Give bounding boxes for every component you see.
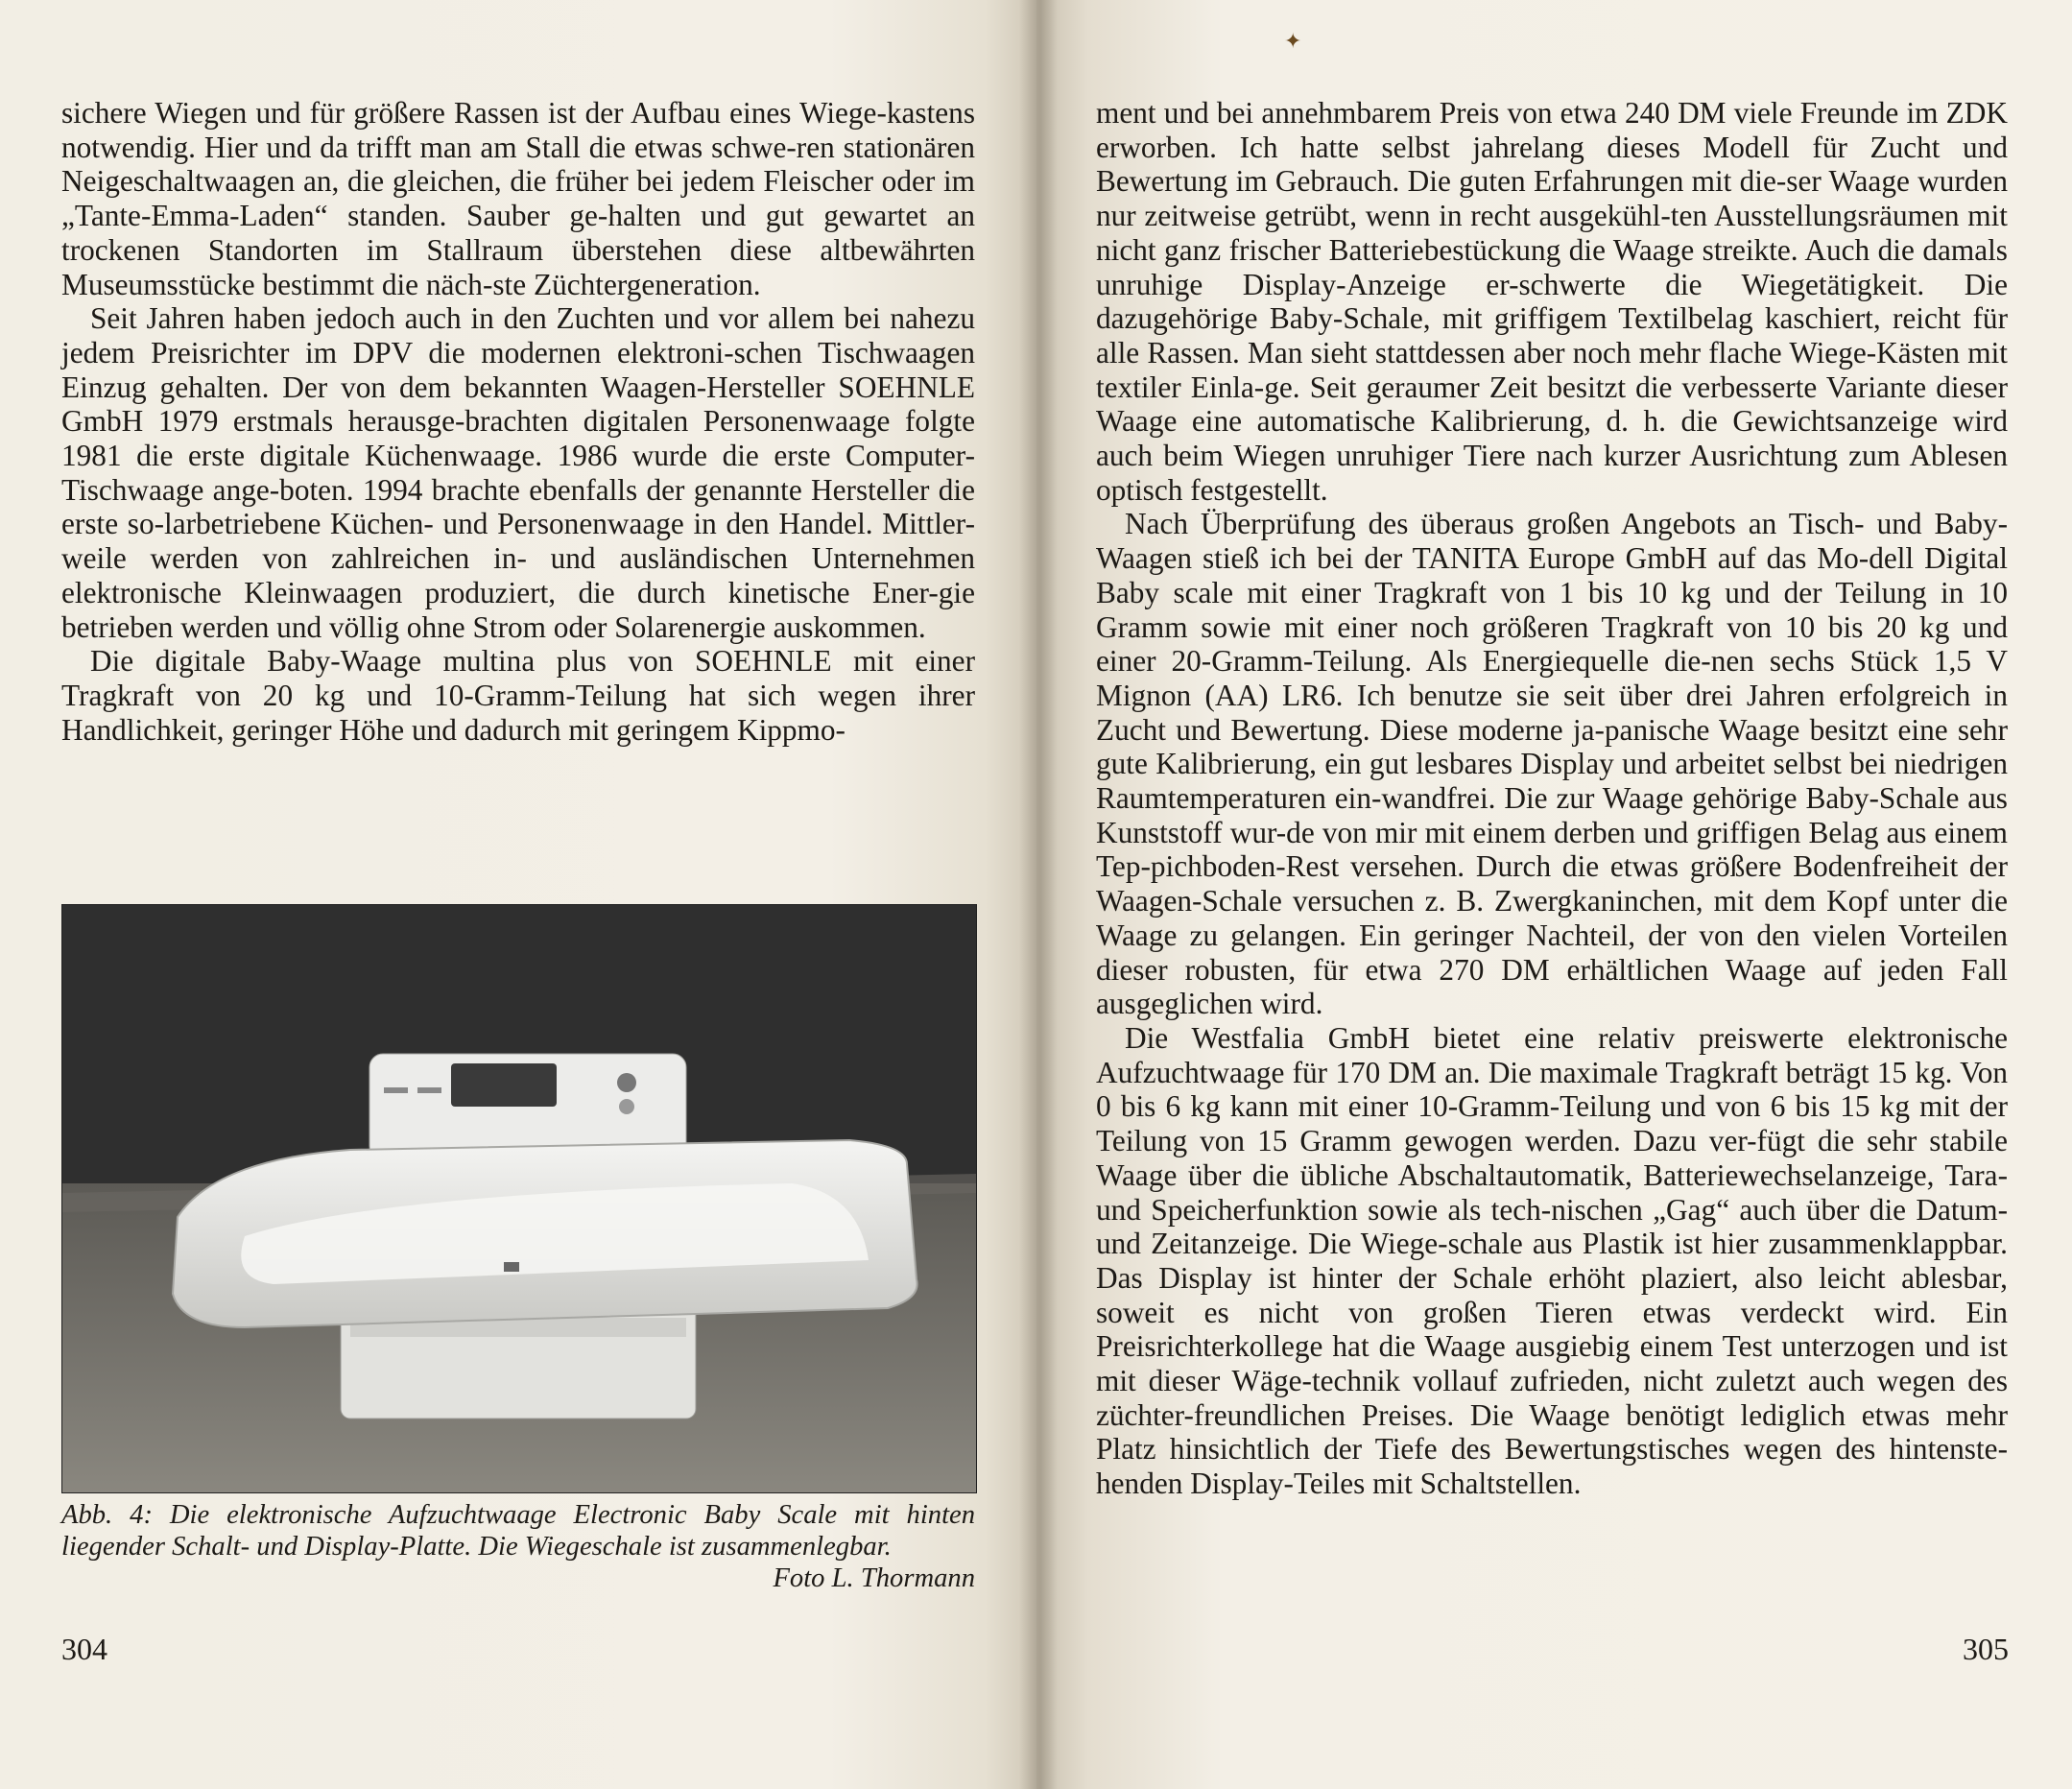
lcd-display bbox=[451, 1063, 557, 1107]
right-paragraph-1: ment und bei annehmbarem Preis von etwa 240 DM viele Freunde im ZDK erworben. Ich hatte selbst jahrelang dieses Modell für Zucht und Bewertung im Gebrauch. Die guten Erfahrungen mit die-ser Waage wurden nur zeitweise getrübt, wenn in recht ausgekühl-ten Ausstellungsräumen mit nicht ganz frischer Batteriebestückung die Waage streikte. Auch die damals unruhige Display-Anzeige er-schwerte die Wiegetätigkeit. Die dazugehörige Baby-Schale, mit griffigem Textilbelag kaschiert, reicht für alle Rassen. Man sieht stattdessen aber noch mehr flache Wiege-Kästen mit textiler Einla-ge. Seit geraumer Zeit besitzt die verbesserte Variante dieser Waage eine automatische Kalibrierung, d. h. die Gewichtsanzeige wird auch beim Wiegen unruhiger Tiere nach kurzer Ausrichtung zum Ablesen optisch festgestellt. bbox=[1096, 96, 2008, 507]
right-paragraph-2: Nach Überprüfung des überaus großen Angebots an Tisch- und Baby-Waagen stieß ich bei der TANITA Europe GmbH auf das Mo-dell Digital Baby scale mit einer Tragkraft von 1 bis 10 kg und der Teilung in 10 Gramm sowie mit einer noch größeren Tragkraft von 10 bis 20 kg und einer 20-Gramm-Teilung. Als Energiequelle die-nen sechs Stück 1,5 V Mignon (AA) LR6. Ich benutze sie seit über drei Jahren erfolgreich in Zucht und Bewertung. Diese moderne ja-panische Waage besitzt eine sehr gute Kalibrierung, ein gut lesbares Display und arbeitet selbst bei niedrigen Raumtemperaturen ein-wandfrei. Die zur Waage gehörige Baby-Schale aus Kunststoff wur-de von mir mit einem derben und griffigen Belag aus einem Tep-pichboden-Rest versehen. Durch die etwas größere Bodenfreiheit der Waagen-Schale versuchen z. B. Zwergkaninchen, mit dem Kopf unter die Waage zu gelangen. Ein geringer Nachteil, der von den vielen Vorteilen dieser robusten, für etwa 270 DM erhältlichen Waage auf jeden Fall ausgeglichen wird. bbox=[1096, 507, 2008, 1021]
photo-credit: Foto L. Thormann bbox=[773, 1563, 975, 1593]
left-page-body bbox=[61, 96, 975, 747]
page-number-right: 305 bbox=[1963, 1632, 2009, 1666]
tare-button-icon bbox=[619, 1099, 634, 1114]
right-page bbox=[1036, 0, 2072, 1789]
right-page-body bbox=[1096, 96, 2008, 1501]
left-paragraph-2: Seit Jahren haben jedoch auch in den Zuchten und vor allem bei nahezu jedem Preisrichter im DPV die modernen elektroni-schen Tischwaagen Einzug gehalten. Der von dem bekannten Waagen-Hersteller SOEHNLE GmbH 1979 erstmals herausge-brachten digitalen Personenwaage folgte 1981 die erste digitale Küchenwaage. 1986 wurde die erste Computer-Tischwaage ange-boten. 1994 brachte ebenfalls der genannte Hersteller die erste so-larbetriebene Küchen- und Personenwaage in den Handel. Mittler-weile werden von zahlreichen in- und ausländischen Unternehmen elektronische Kleinwaagen produziert, die durch kinetische Ener-gie betrieben werden und völlig ohne Strom oder Solarenergie auskommen. bbox=[61, 301, 975, 644]
left-paragraph-3: Die digitale Baby-Waage multina plus von SOEHNLE mit einer Tragkraft von 20 kg und 10-Gramm-Teilung hat sich wegen ihrer Handlichkeit, geringer Höhe und dadurch mit geringem Kippmo- bbox=[61, 644, 975, 747]
baby-scale-photo bbox=[61, 904, 977, 1493]
page-number-left: 304 bbox=[61, 1632, 107, 1666]
ink-mark: ✦ bbox=[1284, 29, 1302, 53]
left-paragraph-1: sichere Wiegen und für größere Rassen ist der Aufbau eines Wiege-kastens notwendig. Hier und da trifft man am Stall die etwas schwe-ren stationären Neigeschaltwaagen an, die gleichen, die früher bei jedem Fleischer oder im „Tante-Emma-Laden“ standen. Sauber ge-halten und gut gewartet an trockenen Standorten im Stallraum überstehen diese altbewährten Museumsstücke bestimmt die näch-ste Züchtergeneration. bbox=[61, 96, 975, 301]
figure-caption bbox=[61, 1499, 975, 1594]
book-gutter bbox=[1019, 0, 1058, 1789]
caption-text: Abb. 4: Die elektronische Aufzuchtwaage Electronic Baby Scale mit hinten liegender Schalt- und Display-Platte. Die Wiegeschale ist zusammenlegbar. bbox=[61, 1500, 975, 1562]
power-button-icon bbox=[617, 1073, 636, 1092]
right-paragraph-3: Die Westfalia GmbH bietet eine relativ preiswerte elektronische Aufzuchtwaage für 170 DM an. Die maximale Tragkraft beträgt 15 kg. Von 0 bis 6 kg kann mit einer 10-Gramm-Teilung und von 6 bis 15 kg mit der Teilung von 15 Gramm gewogen werden. Dazu ver-fügt die sehr stabile Waage über die übliche Abschaltautomatik, Batteriewechselanzeige, Tara- und Speicherfunktion sowie als tech-nischen „Gag“ auch über die Datum- und Zeitanzeige. Die Wiege-schale aus Plastik ist hier zusammenklappbar. Das Display ist hinter der Schale erhöht plaziert, also leicht ablesbar, soweit es nicht von großen Tieren etwas verdeckt wird. Ein Preisrichterkollege hat die Waage ausgiebig einem Test unterzogen und ist mit dieser Wäge-technik vollauf zufrieden, nicht zuletzt auch wegen des züchter-freundlichen Preises. Die Waage benötigt lediglich etwas mehr Platz hinsichtlich der Tiefe des Bewertungstisches wegen des hintenste-henden Display-Teiles mit Schaltstellen. bbox=[1096, 1020, 2008, 1501]
baby-scale-illustration bbox=[62, 905, 976, 1492]
